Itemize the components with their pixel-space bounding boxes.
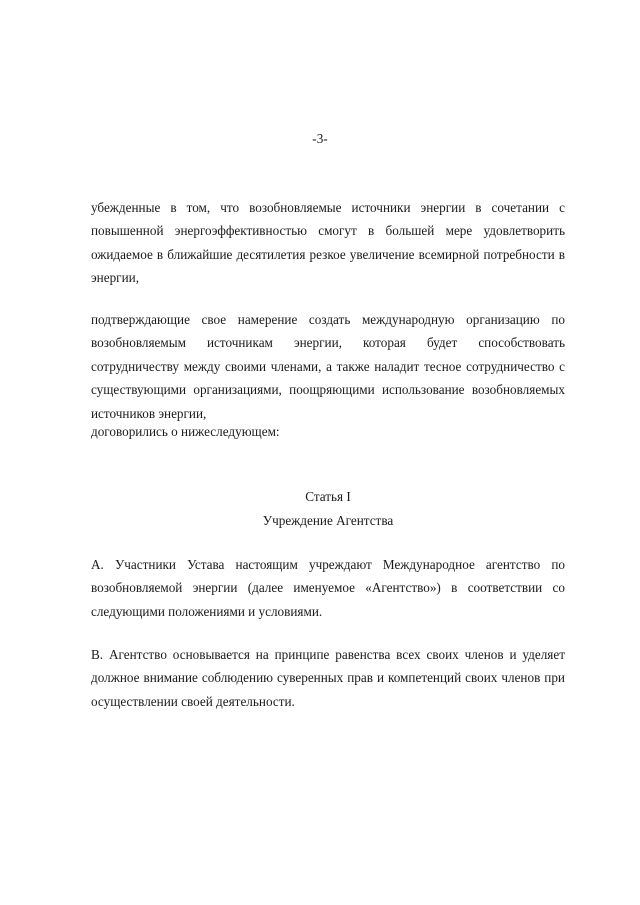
- preamble-paragraph-1: убежденные в том, что возобновляемые источники энергии в сочетании с повышенной энергоэффективностью смогут в большей мере удовлетворить ожидаемое в ближайшие десятилетия резкое увеличение всемирной потребности в энергии,: [91, 200, 565, 286]
- preamble-paragraph-2: подтверждающие свое намерение создать международную организацию по возобновляемым источникам энергии, которая будет способствовать сотрудничеству между своими членами, а также наладит тесное сотрудничество с существующими организациями, поощряющими использование возобновляемых источников энергии,: [91, 312, 565, 421]
- preamble-paragraph-3: договорились о нижеследующем:: [91, 424, 280, 439]
- article-title: Учреждение Агентства: [262, 513, 394, 528]
- article-number: Статья I: [305, 489, 351, 504]
- page-number: -3-: [312, 131, 328, 146]
- article-clause-b: B. Агентство основывается на принципе равенства всех своих членов и уделяет должное внимание соблюдению суверенных прав и компетенций своих членов при осуществлении своей деятельности.: [91, 647, 565, 709]
- article-clause-a: A. Участники Устава настоящим учреждают Международное агентство по возобновляемой энергии (далее именуемое «Агентство») в соответствии со следующими положениями и условиями.: [91, 557, 565, 619]
